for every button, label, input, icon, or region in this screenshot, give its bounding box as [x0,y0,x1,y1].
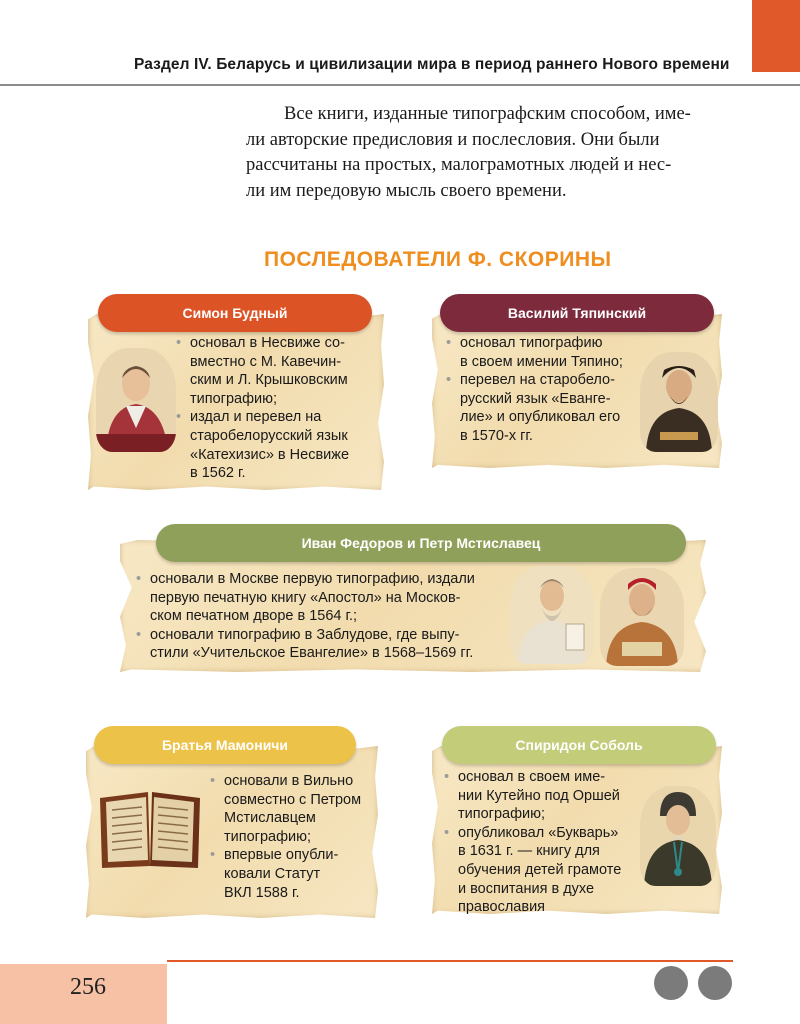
nav-dot-left [654,966,688,1000]
card-title-vasily-tyapinsky: Василий Тяпинский [440,294,714,332]
running-header: Раздел IV. Беларусь и цивилизации мира в период раннего Нового времени [134,56,730,73]
card-bullets-spiridon-sobol [444,768,640,917]
portrait-vasily-tyapinsky [640,352,718,452]
card-bullets-simon-budny [176,334,376,483]
bullet-item: • впервые опубли- ковали Статут ВКЛ 1588 г. [210,846,376,902]
card-title-fedorov-mstislavets: Иван Федоров и Петр Мстиславец [156,524,686,562]
card-title-mamonichi: Братья Мамоничи [94,726,356,764]
card-title-spiridon-sobol: Спиридон Соболь [442,726,716,764]
card-bullets-vasily-tyapinsky [446,334,636,446]
section-title: ПОСЛЕДОВАТЕЛИ Ф. СКОРИНЫ [264,248,612,271]
intro-line: ли авторские предисловия и послесловия. Они были [246,129,660,150]
old-book-image [94,780,206,872]
bullet-item: • перевел на старобело- русский язык «Еванге- лие» и опубликовал его в 1570-х гг. [446,371,636,445]
card-bullets-mamonichi [210,772,376,902]
bullet-item: • издал и перевел на старобелорусский язык «Катехизис» в Несвиже в 1562 г. [176,408,376,482]
bullet-item: • основал в Несвиже со- вместно с М. Кавечин- ским и Л. Крышковским типографию; [176,334,376,408]
bullet-item: • основал типографию в своем имении Тяпино; [446,334,636,371]
portrait-spiridon-sobol [640,786,716,886]
portrait-ivan-fedorov [510,566,594,664]
portrait-petr-mstislavets [600,568,684,666]
intro-line: ли им передовую мысль своего времени. [246,180,567,201]
bullet-item: • основали типографию в Заблудове, где выпу- стили «Учительское Евангелие» в 1568–1569 гг. [136,626,506,663]
bullet-item: • опубликовал «Букварь» в 1631 г. — книгу для обучения детей грамоте и воспитания в духе православия [444,824,640,917]
intro-line: рассчитаны на простых, малограмотных людей и нес- [246,155,672,176]
intro-line: Все книги, изданные типографским способом, име- [284,104,691,124]
bullet-item: • основал в своем име- нии Кутейно под Оршей типографию; [444,768,640,824]
footer-divider [167,960,733,962]
intro-paragraph [246,102,732,204]
header-divider [0,84,800,86]
card-title-simon-budny: Симон Будный [98,294,372,332]
page-number: 256 [70,974,106,1000]
corner-tab [752,0,800,72]
card-bullets-fedorov-mstislavets [136,570,506,663]
bullet-item: • основали в Москве первую типографию, издали первую печатную книгу «Апостол» на Москов- ском печатном дворе в 1564 г.; [136,570,506,626]
bullet-item: • основали в Вильно совместно с Петром Мстиславцем типографию; [210,772,376,846]
nav-dot-right [698,966,732,1000]
portrait-simon-budny [96,348,176,452]
